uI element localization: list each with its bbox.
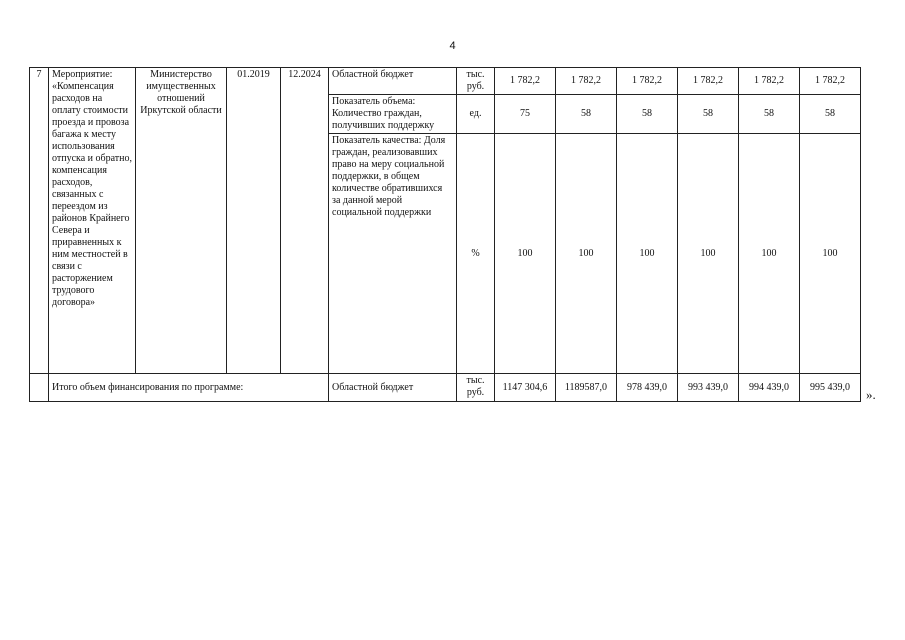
value-cell: 1 782,2 bbox=[800, 68, 861, 95]
funding-source: Областной бюджет bbox=[329, 374, 457, 402]
quality-indicator: Показатель качества: Доля граждан, реализовавших право на меру социальной поддержки, в общем количестве обратившихся за данной мерой социальной поддержки bbox=[329, 134, 457, 374]
start-date: 01.2019 bbox=[227, 68, 281, 374]
value-cell: 75 bbox=[495, 95, 556, 134]
total-value: 1147 304,6 bbox=[495, 374, 556, 402]
closing-quote: ». bbox=[866, 387, 876, 402]
value-cell: 100 bbox=[800, 134, 861, 374]
unit: тыс. руб. bbox=[457, 374, 495, 402]
value-cell: 58 bbox=[678, 95, 739, 134]
value-cell: 58 bbox=[617, 95, 678, 134]
value-cell: 1 782,2 bbox=[678, 68, 739, 95]
unit: тыс. руб. bbox=[457, 68, 495, 95]
executor: Министерство имущественных отношений Иркутской области bbox=[136, 68, 227, 374]
total-value: 1189587,0 bbox=[556, 374, 617, 402]
funding-source: Областной бюджет bbox=[329, 68, 457, 95]
value-cell: 100 bbox=[739, 134, 800, 374]
value-cell: 1 782,2 bbox=[556, 68, 617, 95]
value-cell: 1 782,2 bbox=[495, 68, 556, 95]
row-index: 7 bbox=[30, 68, 49, 374]
value-cell: 100 bbox=[556, 134, 617, 374]
value-cell: 100 bbox=[617, 134, 678, 374]
value-cell: 58 bbox=[739, 95, 800, 134]
value-cell: 58 bbox=[800, 95, 861, 134]
value-cell: 1 782,2 bbox=[739, 68, 800, 95]
value-cell: 100 bbox=[495, 134, 556, 374]
total-label: Итого объем финансирования по программе: bbox=[49, 374, 329, 402]
end-date: 12.2024 bbox=[281, 68, 329, 374]
total-row bbox=[30, 374, 861, 402]
table-row bbox=[30, 68, 861, 95]
event-name: Мероприятие: «Компенсация расходов на оплату стоимости проезда и провоза багажа к месту использования отпуска и обратно, компенсация расходов, связанных с переездом из районов Крайнего Севера и приравненных к ним местностей в связи с расторжением трудового договора» bbox=[49, 68, 136, 374]
value-cell: 58 bbox=[556, 95, 617, 134]
page-number: 4 bbox=[449, 40, 456, 52]
volume-indicator: Показатель объема: Количество граждан, получивших поддержку bbox=[329, 95, 457, 134]
total-value: 994 439,0 bbox=[739, 374, 800, 402]
total-value: 978 439,0 bbox=[617, 374, 678, 402]
unit: ед. bbox=[457, 95, 495, 134]
value-cell: 100 bbox=[678, 134, 739, 374]
program-table bbox=[29, 67, 861, 402]
unit: % bbox=[457, 134, 495, 374]
value-cell: 1 782,2 bbox=[617, 68, 678, 95]
total-value: 993 439,0 bbox=[678, 374, 739, 402]
empty-cell bbox=[30, 374, 49, 402]
total-value: 995 439,0 bbox=[800, 374, 861, 402]
